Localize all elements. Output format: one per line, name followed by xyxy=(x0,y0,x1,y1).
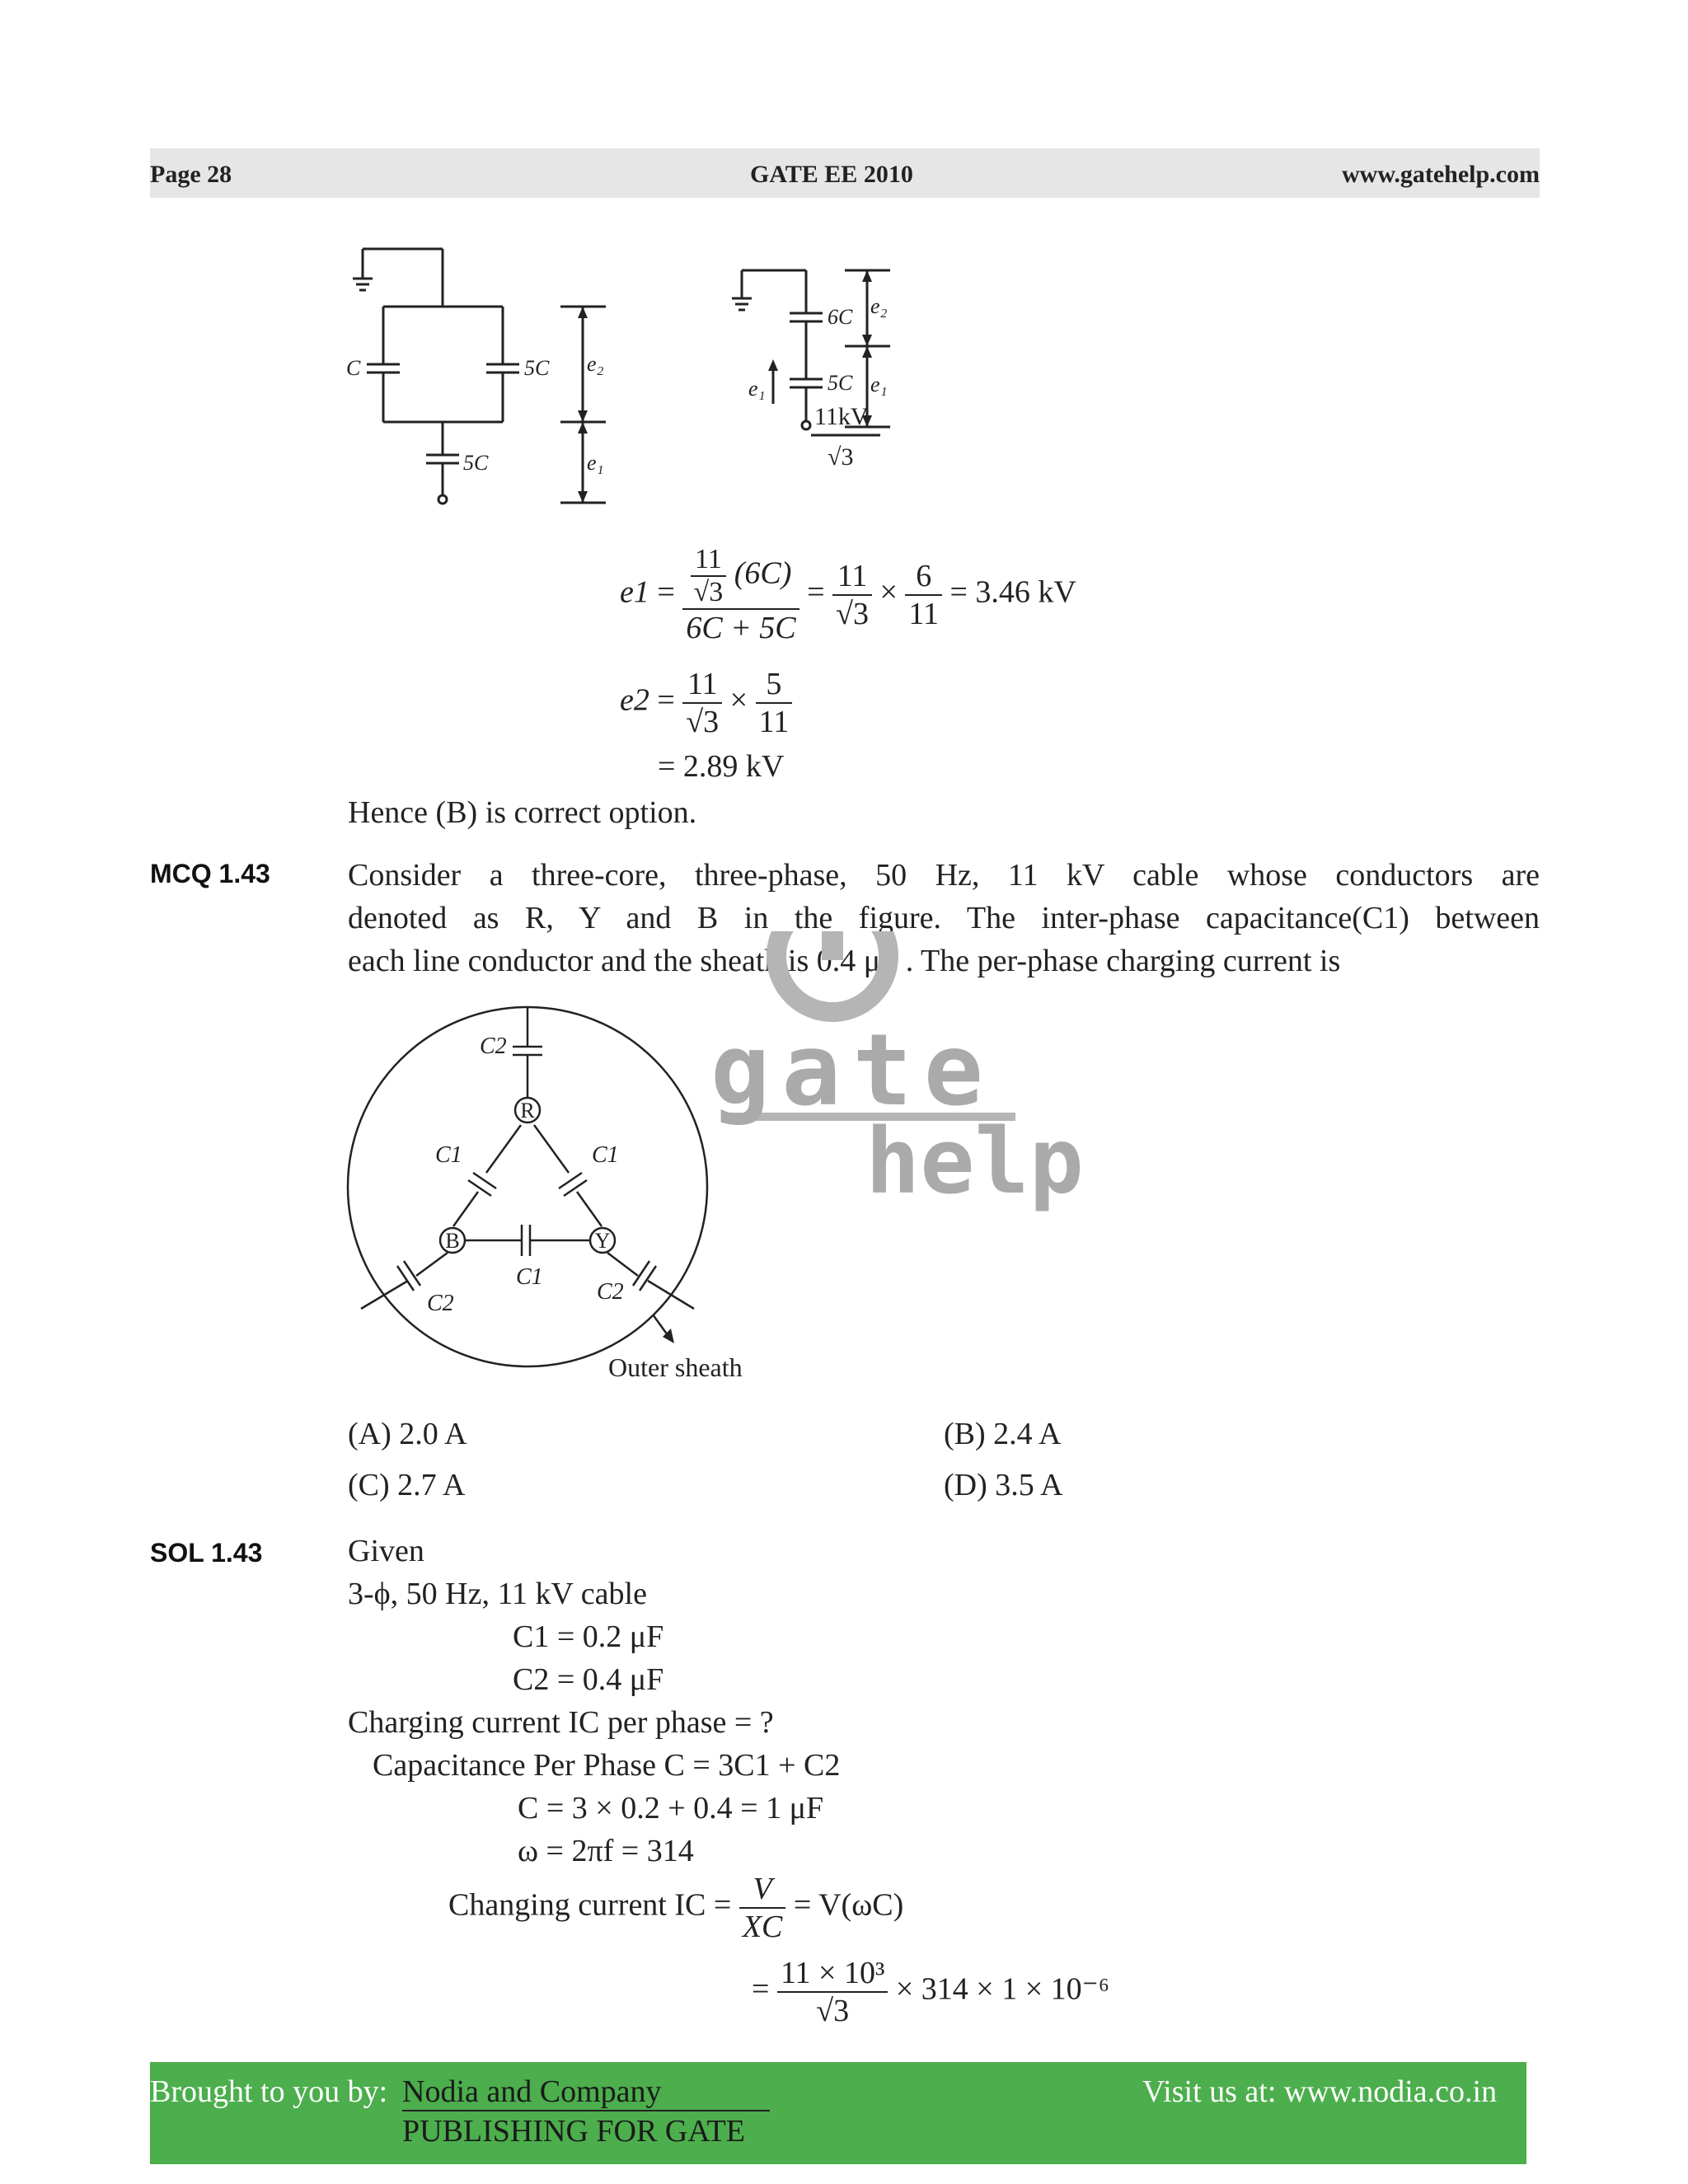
equation-e2: e2 = $\frac{11}{√3}$ × $\frac{5}{11}$ xyxy=(620,666,792,740)
svg-text:√3: √3 xyxy=(828,443,854,471)
node-y: Y xyxy=(594,1229,611,1253)
cap-label-c1-left: C1 xyxy=(435,1142,462,1168)
cap-label-c1-right: C1 xyxy=(592,1142,619,1168)
svg-text:11kV: 11kV xyxy=(814,403,869,430)
solution-c1: C1 = 0.2 μF xyxy=(513,1619,664,1654)
solution-c-value: C = 3 × 0.2 + 0.4 = 1 μF xyxy=(518,1791,824,1825)
solution-label: SOL 1.43 xyxy=(150,1538,263,1568)
svg-text:e₂: e₂ xyxy=(587,352,604,376)
svg-text:5C: 5C xyxy=(828,371,853,395)
equation-charging-current: Changing current IC = $\frac{V}{XC}$ = V(ωC) xyxy=(448,1872,904,1944)
page-number: Page 28 xyxy=(150,161,232,188)
node-b: B xyxy=(445,1229,460,1253)
footer-banner xyxy=(150,2062,1526,2164)
option-d[interactable]: (D) 3.5 A xyxy=(944,1468,1063,1502)
e2-result: = 2.89 kV xyxy=(658,749,785,784)
solution-given: Given xyxy=(348,1534,424,1568)
e1-label: e1 xyxy=(620,574,649,610)
watermark-help: help xyxy=(865,1108,1084,1214)
question-line-1: Consider a three-core, three-phase, 50 Hz, 11 kV cable whose conductors are xyxy=(348,858,1540,893)
solution-charging-question: Charging current IC per phase = ? xyxy=(348,1705,774,1740)
svg-text:e₁: e₁ xyxy=(870,373,888,396)
svg-text:C: C xyxy=(346,356,361,380)
question-label: MCQ 1.43 xyxy=(150,859,270,888)
exam-title: GATE EE 2010 xyxy=(750,161,913,188)
node-r: R xyxy=(520,1099,535,1122)
question-line-2: denoted as R, Y and B in the figure. The inter-phase capacitance(C1) between xyxy=(348,901,1540,935)
cap-label-c1-bottom: C1 xyxy=(516,1264,543,1290)
solution-omega: ω = 2πf = 314 xyxy=(518,1834,694,1868)
option-b[interactable]: (B) 2.4 A xyxy=(944,1417,1062,1451)
site-link[interactable]: www.gatehelp.com xyxy=(1342,161,1540,188)
option-c[interactable]: (C) 2.7 A xyxy=(348,1468,466,1502)
footer-company-link[interactable]: Nodia and Company xyxy=(402,2074,770,2111)
equation-final: = $\frac{\text{11 × 10³}}{√3}$ × 314 × 1 × 10⁻⁶ xyxy=(752,1956,1109,2028)
outer-sheath-label: Outer sheath xyxy=(608,1352,743,1382)
solution-capacitance-per-phase: Capacitance Per Phase C = 3C1 + C2 xyxy=(373,1748,841,1783)
previous-conclusion: Hence (B) is correct option. xyxy=(348,795,697,830)
e1-result: = 3.46 kV xyxy=(950,574,1076,610)
svg-text:5C: 5C xyxy=(524,356,550,380)
capacitor-circuit-diagram xyxy=(330,239,948,519)
svg-text:e₂: e₂ xyxy=(870,294,888,318)
question-line-3: each line conductor and the sheath is 0.4 μF . The per-phase charging current is xyxy=(348,944,1341,978)
solution-cable: 3-ϕ, 50 Hz, 11 kV cable xyxy=(348,1577,647,1611)
svg-text:e₁: e₁ xyxy=(748,377,766,401)
page-header xyxy=(150,148,1540,198)
e1-fraction: $\frac{11}{√3}$ (6C) 6C + 5C xyxy=(682,544,799,646)
cap-label-c2-left: C2 xyxy=(427,1291,454,1316)
equation-e1: e1 = $\frac{11}{√3}$ (6C) 6C + 5C = $\frac{11}{√3}$ × $\frac{6}{11}$ = 3.46 kV xyxy=(620,544,1076,645)
cap-label-c2-top: C2 xyxy=(480,1033,507,1059)
footer-tagline: PUBLISHING FOR GATE xyxy=(402,2114,745,2149)
three-core-cable-diagram xyxy=(330,997,791,1393)
footer-brought: Brought to you by: xyxy=(150,2074,388,2109)
cap-label-c2-right: C2 xyxy=(597,1279,624,1305)
option-a[interactable]: (A) 2.0 A xyxy=(348,1417,467,1451)
footer-visit[interactable]: Visit us at: www.nodia.co.in xyxy=(1142,2074,1498,2109)
watermark-gate: gate xyxy=(710,1014,995,1128)
svg-text:5C: 5C xyxy=(463,451,489,475)
svg-text:6C: 6C xyxy=(828,305,853,329)
solution-c2: C2 = 0.4 μF xyxy=(513,1662,664,1697)
svg-text:e₁: e₁ xyxy=(587,451,604,475)
